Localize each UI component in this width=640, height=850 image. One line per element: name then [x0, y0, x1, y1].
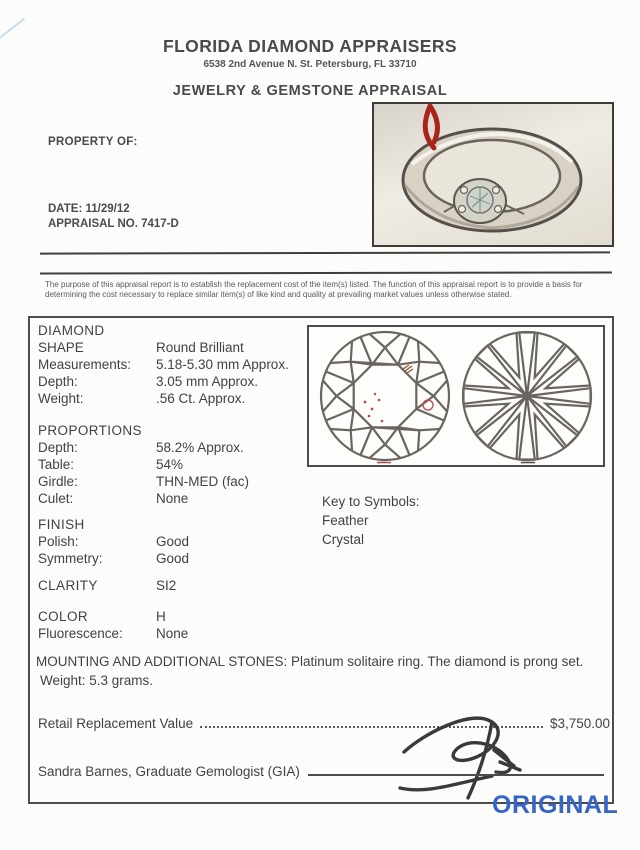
spec-value: 58.2% Approx.	[156, 440, 244, 455]
spec-value: SI2	[156, 578, 177, 593]
spec-label: Polish:	[38, 534, 79, 549]
spec-row-polish	[38, 533, 306, 550]
spec-row-measurements	[38, 356, 306, 373]
mounting-line1: MOUNTING AND ADDITIONAL STONES: Platinum solitaire ring. The diamond is prong set.	[36, 654, 584, 669]
ring-photo	[372, 102, 614, 247]
spec-value: 3.05 mm Approx.	[156, 374, 259, 389]
spec-label: Girdle:	[38, 474, 78, 489]
spec-value: 5.18-5.30 mm Approx.	[156, 357, 289, 372]
signer-name: Sandra Barnes, Graduate Gemologist (GIA)	[38, 764, 300, 779]
signer-row	[38, 762, 604, 779]
spec-row-clarity	[38, 577, 306, 594]
spec-row-shape	[38, 339, 306, 356]
document-subtitle: JEWELRY & GEMSTONE APPRAISAL	[172, 83, 448, 99]
spec-row-culet	[38, 490, 306, 507]
spec-value: Good	[156, 534, 190, 549]
spec-label: Culet:	[38, 491, 74, 506]
spec-label: Weight:	[38, 391, 84, 406]
diamond-plot-diagrams	[309, 327, 603, 465]
mounting-section	[36, 652, 602, 690]
retail-value: $3,750.00	[549, 716, 610, 731]
company-address: 6538 2nd Avenue N. St. Petersburg, FL 33710	[203, 59, 417, 70]
spec-label: Fluorescence:	[38, 626, 123, 641]
signature-line	[308, 762, 604, 776]
diamond-plot-box	[307, 325, 605, 467]
spec-value: THN-MED (fac)	[156, 474, 249, 489]
finish-heading: FINISH	[38, 517, 85, 532]
spec-row-girdle	[38, 473, 306, 490]
spec-label: Table:	[38, 457, 75, 472]
key-item-crystal: Crystal	[322, 532, 365, 547]
property-of-label: PROPERTY OF:	[48, 136, 138, 148]
spec-row-symmetry	[38, 550, 306, 567]
proportions-heading: PROPORTIONS	[38, 423, 142, 438]
spec-value: 54%	[156, 457, 184, 472]
divider-line-bottom	[40, 272, 612, 275]
spec-label: Measurements:	[38, 357, 132, 372]
spec-value: None	[156, 626, 189, 641]
color-heading: COLOR	[38, 609, 89, 624]
spec-value: H	[156, 609, 166, 624]
spec-row-weight	[38, 390, 306, 407]
spec-row-table	[38, 456, 306, 473]
spec-label: Depth:	[38, 440, 78, 455]
red-string	[425, 106, 437, 148]
diamond-heading: DIAMOND	[38, 323, 105, 338]
spec-value: Good	[156, 551, 190, 566]
spec-label: Depth:	[38, 374, 78, 389]
key-item-feather: Feather	[322, 513, 369, 528]
appraisal-number: APPRAISAL NO. 7417-D	[48, 218, 179, 230]
key-to-symbols	[322, 492, 420, 549]
crystal-inclusion-marks	[364, 393, 384, 423]
retail-label: Retail Replacement Value	[38, 716, 194, 731]
spec-value: .56 Ct. Approx.	[156, 391, 246, 406]
divider-line-top	[40, 251, 610, 254]
company-title: FLORIDA DIAMOND APPRAISERS	[163, 36, 457, 56]
spec-row-fluorescence	[38, 625, 306, 642]
spec-label: SHAPE	[38, 340, 84, 355]
spec-row-depth-pct	[38, 439, 306, 456]
pavilion-plot-diagram	[463, 332, 591, 463]
mounting-line2: Weight: 5.3 grams.	[40, 673, 154, 688]
spec-label: Symmetry:	[38, 551, 103, 566]
date-value: DATE: 11/29/12	[48, 203, 130, 215]
original-stamp: ORIGINAL	[492, 791, 619, 819]
crown-plot-diagram	[321, 332, 449, 463]
disclaimer-text: The purpose of this appraisal report is to establish the replacement cost of the item(s) listed. The function of this appraisal report is to provide a basis for determining the cost necessary to replace similar item(s) of like kind and quality at prevailing market values unless otherwise stated.	[45, 280, 583, 299]
ring-photo-illustration	[374, 104, 608, 241]
spec-row-depth-mm	[38, 373, 306, 390]
spec-row-color	[38, 608, 306, 625]
diamond-specs	[38, 322, 306, 642]
spec-value: None	[156, 491, 189, 506]
clarity-heading: CLARITY	[38, 578, 98, 593]
spec-value: Round Brilliant	[156, 340, 244, 355]
key-heading: Key to Symbols:	[322, 494, 420, 509]
